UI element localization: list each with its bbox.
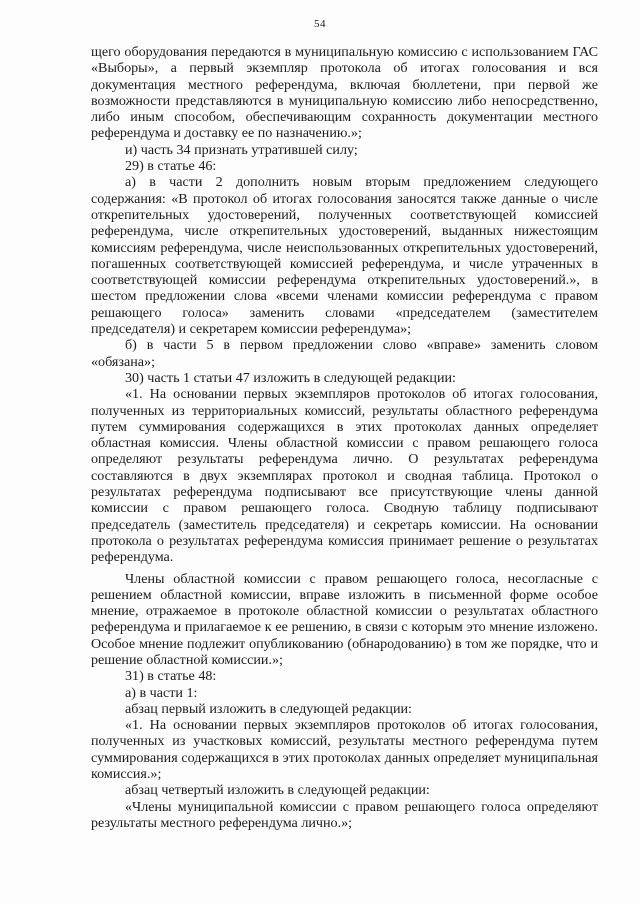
paragraph-p01: щего оборудования передаются в муниципальную комиссию с использованием ГАС «Выборы», а первый экземпляр протокола об итогах голосования и вся документация местного референдума, включая бюллетени, при первой же возможности представляются в муниципальную комиссию либо непосредственно, либо иным способом, обеспечивающим сохранность документации местного референдума и доставку ее по назначению.»; xyxy=(91,44,598,142)
paragraph-p13: абзац четвертый изложить в следующей редакции: xyxy=(125,782,430,799)
paragraph-p12: «1. На основании первых экземпляров протоколов об итогах голосования, полученных из участковых комиссий, результаты местного референдума путем суммирования содержащихся в этих протоколах данных определяет муниципальная комиссия.»; xyxy=(91,717,598,783)
paragraph-p04: а) в части 2 дополнить новым вторым предложением следующего содержания: «В протокол об итогах голосования заносятся также данные о числе открепительных удостоверений, полученных соответствующей комиссией референдума, числе открепительных удостоверений, выданных нижестоящим комиссиям референдума, числе неиспользованных открепительных удостоверений, погашенных соответствующей комиссией референдума, и числе утраченных в соответствующей комиссии референдума открепительных удостоверений.», в шестом предложении слова «всеми членами комиссии референдума с правом решающего голоса» заменить словами «председателем (заместителем председателя) и секретарем комиссии референдума»; xyxy=(91,174,598,338)
paragraph-p09: 31) в статье 48: xyxy=(125,668,217,685)
paragraph-p14: «Члены муниципальной комиссии с правом решающего голоса определяют результаты местного референдума лично.»; xyxy=(91,798,598,831)
paragraph-p03: 29) в статье 46: xyxy=(125,158,217,175)
paragraph-p07: «1. На основании первых экземпляров протоколов об итогах голосования, полученных из территориальных комиссий, результаты областного референдума путем суммирования содержащихся в этих протоколах данных определяет областная комиссия. Члены областной комиссии с правом решающего голоса определяют результаты референдума лично. О результатах референдума составляются в двух экземплярах протокол и сводная таблица. Протокол о результатах референдума подписывают все присутствующие члены данной комиссии с правом решающего голоса. Сводную таблицу подписывают председатель (заместитель председателя) и секретарь комиссии. На основании протокола о результатах референдума комиссия принимает решение о результатах референдума. xyxy=(91,386,598,566)
paragraph-p08: Члены областной комиссии с правом решающего голоса, несогласные с решением областной комиссии, вправе изложить в письменной форме особое мнение, отражаемое в протоколе областной комиссии о результатах областного референдума и прилагаемое к ее решению, в связи с которым это мнение изложено. Особое мнение подлежит опубликованию (обнародованию) в том же порядке, что и решение областной комиссии.»; xyxy=(91,570,598,668)
paragraph-p02: и) часть 34 признать утратившей силу; xyxy=(125,141,358,158)
paragraph-p10: а) в части 1: xyxy=(125,684,198,701)
document-body xyxy=(91,44,598,831)
paragraph-p06: 30) часть 1 статьи 47 изложить в следующей редакции: xyxy=(125,369,456,386)
page-number: 54 xyxy=(314,18,326,30)
paragraph-p11: абзац первый изложить в следующей редакции: xyxy=(125,700,412,717)
paragraph-p05: б) в части 5 в первом предложении слово «вправе» заменить словом «обязана»; xyxy=(91,337,598,370)
